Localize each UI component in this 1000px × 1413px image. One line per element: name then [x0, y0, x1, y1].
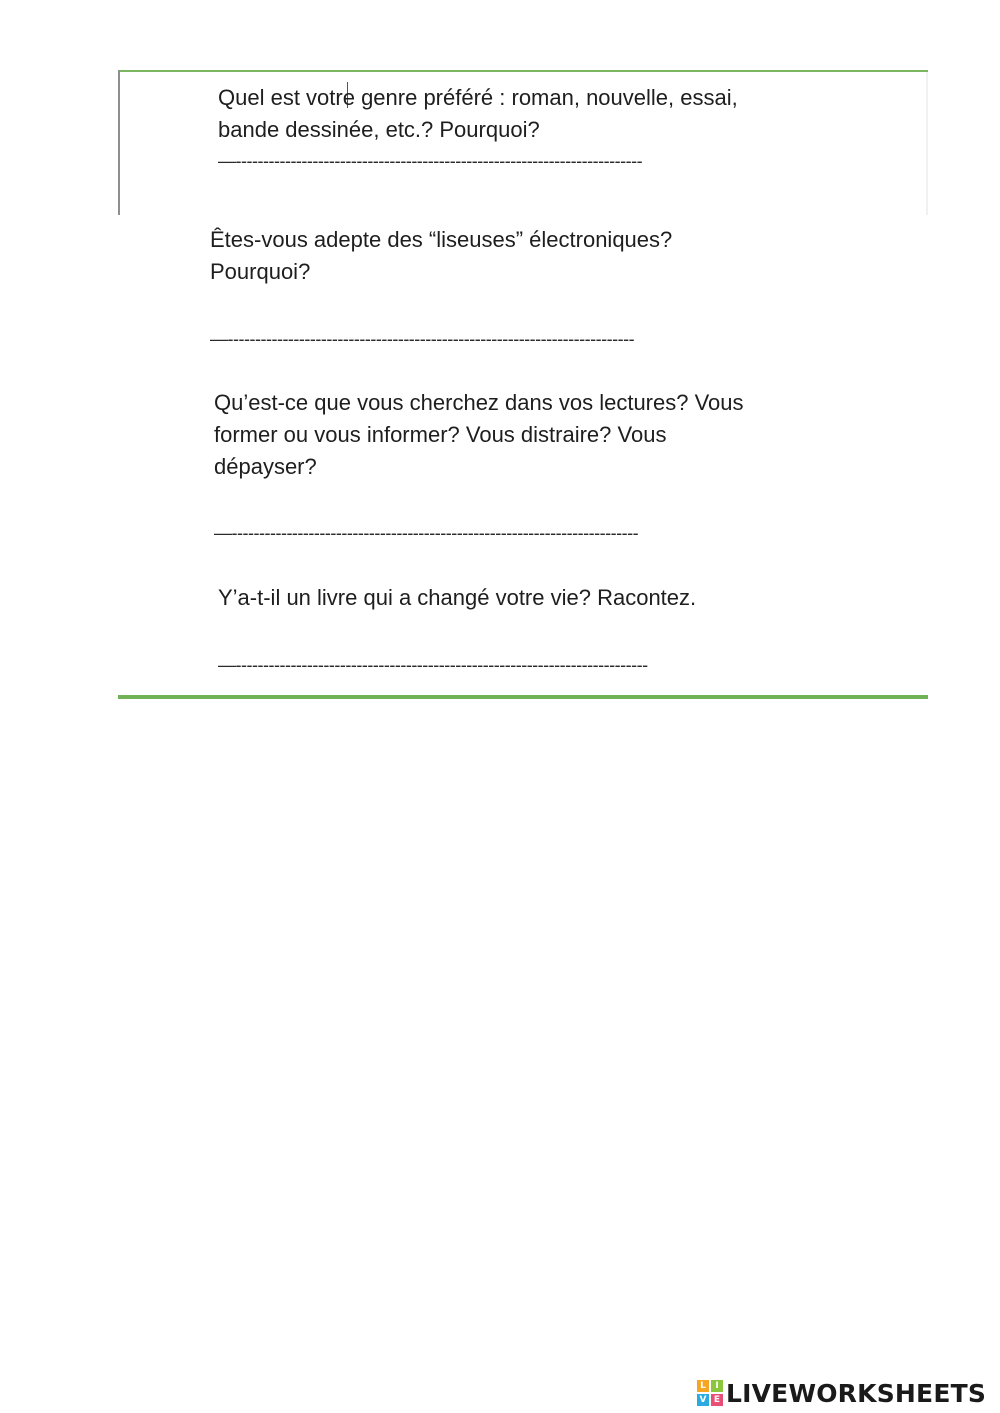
answer-line-4[interactable]: —--------------------------------------------------------------------------- [218, 656, 648, 674]
brand-mark-icon [697, 1380, 723, 1406]
answer-line-3[interactable]: —-------------------------------------------------------------------------- [214, 524, 639, 542]
question-2: Êtes-vous adepte des “liseuses” électroniques? Pourquoi? [210, 227, 673, 284]
logo-letter-i: I [711, 1380, 723, 1392]
liveworksheets-logo [697, 1378, 986, 1408]
frame-right-edge [926, 72, 928, 215]
logo-letter-v: V [697, 1394, 709, 1406]
logo-letter-l: L [697, 1380, 709, 1392]
question-1: Quel est votre genre préféré : roman, nouvelle, essai, bande dessinée, etc.? Pourquoi? [218, 85, 738, 142]
question-3: Qu’est-ce que vous cherchez dans vos lectures? Vous former ou vous informer? Vous distraire? Vous dépayser? [214, 390, 744, 479]
question-4: Y’a-t-il un livre qui a changé votre vie? Racontez. [218, 585, 697, 610]
brand-name: LIVEWORKSHEETS [726, 1378, 987, 1408]
frame-bottom-border [118, 695, 928, 699]
logo-letter-e: E [711, 1394, 723, 1406]
answer-line-2[interactable]: —-------------------------------------------------------------------------- [210, 330, 635, 348]
answer-line-1[interactable]: —-------------------------------------------------------------------------- [218, 152, 643, 170]
frame-top-border [118, 70, 928, 72]
frame-left-border [118, 70, 120, 215]
